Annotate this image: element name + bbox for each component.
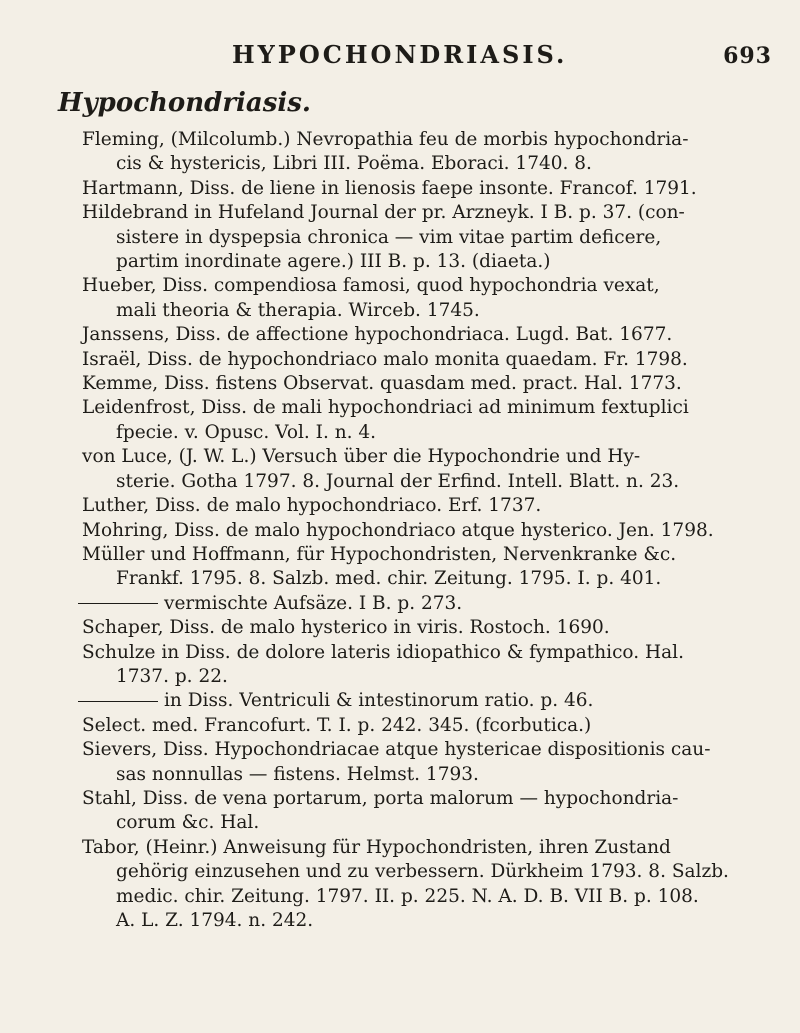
- bibliography-line: cis & hystericis, Libri III. Poëma. Eboraci. 1740. 8.: [116, 153, 592, 175]
- bibliography-list: [0, 128, 800, 933]
- bibliography-line: Janssens, Diss. de affectione hypochondriaca. Lugd. Bat. 1677.: [82, 324, 673, 346]
- bibliography-line: mali theoria & therapia. Wirceb. 1745.: [116, 299, 480, 321]
- bibliography-line: Müller und Hoffmann, für Hypochondristen, Nervenkranke &c.: [82, 543, 677, 565]
- page-number: 693: [723, 43, 772, 69]
- bibliography-line: Luther, Diss. de malo hypochondriaco. Erf. 1737.: [82, 495, 542, 517]
- bibliography-line: sterie. Gotha 1797. 8. Journal der Erfind. Intell. Blatt. n. 23.: [116, 470, 680, 492]
- bibliography-line: Tabor, (Heinr.) Anweisung für Hypochondristen, ihren Zustand: [82, 836, 671, 858]
- bibliography-line: Leidenfrost, Diss. de mali hypochondriaci ad minimum fextuplici: [82, 397, 689, 419]
- bibliography-line: Sievers, Diss. Hypochondriacae atque hystericae dispositionis cau-: [82, 739, 711, 761]
- bibliography-line: Israël, Diss. de hypochondriaco malo monita quaedam. Fr. 1798.: [82, 348, 688, 370]
- bibliography-line: sas nonnullas — fistens. Helmst. 1793.: [116, 763, 479, 785]
- bibliography-line: 1737. p. 22.: [116, 665, 228, 687]
- bibliography-line: von Luce, (J. W. L.) Versuch über die Hypochondrie und Hy-: [82, 446, 641, 468]
- ditto-dash: [78, 701, 158, 702]
- bibliography-line: Hildebrand in Hufeland Journal der pr. Arzneyk. I B. p. 37. (con-: [82, 202, 685, 224]
- bibliography-line: A. L. Z. 1794. n. 242.: [116, 910, 314, 931]
- bibliography-line: Kemme, Diss. fistens Observat. quasdam med. pract. Hal. 1773.: [82, 373, 682, 395]
- bibliography-line: corum &c. Hal.: [116, 812, 260, 834]
- bibliography-line: Stahl, Diss. de vena portarum, porta malorum — hypochondria-: [82, 787, 679, 809]
- bibliography-line: fpecie. v. Opusc. Vol. I. n. 4.: [116, 421, 377, 443]
- bibliography-line: Hartmann, Diss. de liene in lienosis faepe insonte. Francof. 1791.: [82, 177, 697, 199]
- bibliography-line: Schulze in Diss. de dolore lateris idiopathico & fympathico. Hal.: [82, 641, 684, 663]
- bibliography-line: partim inordinate agere.) III B. p. 13. (diaeta.): [116, 251, 551, 273]
- bibliography-line: Select. med. Francofurt. T. I. p. 242. 345. (fcorbutica.): [82, 714, 592, 736]
- section-title: Hypochondriasis.: [58, 88, 311, 118]
- bibliography-line: Mohring, Diss. de malo hypochondriaco atque hysterico. Jen. 1798.: [82, 519, 714, 541]
- bibliography-line: [0, 592, 800, 616]
- line-text: vermischte Aufsäze. I B. p. 273.: [164, 592, 463, 614]
- running-title: HYPOCHONDRIASIS.: [232, 40, 568, 69]
- bibliography-line: [0, 689, 800, 713]
- bibliography-line: Fleming, (Milcolumb.) Nevropathia feu de morbis hypochondria-: [82, 129, 689, 150]
- bibliography-line: gehörig einzusehen und zu verbessern. Dürkheim 1793. 8. Salzb.: [116, 861, 729, 883]
- bibliography-line: Frankf. 1795. 8. Salzb. med. chir. Zeitung. 1795. I. p. 401.: [116, 568, 662, 590]
- line-text: in Diss. Ventriculi & intestinorum ratio. p. 46.: [164, 690, 594, 712]
- bibliography-line: Schaper, Diss. de malo hysterico in viris. Rostoch. 1690.: [82, 617, 610, 639]
- ditto-dash: [78, 603, 158, 604]
- bibliography-line: sistere in dyspepsia chronica — vim vitae partim deficere,: [116, 226, 662, 248]
- running-header: [232, 40, 772, 69]
- bibliography-line: Hueber, Diss. compendiosa famosi, quod hypochondria vexat,: [82, 275, 660, 297]
- bibliography-line: medic. chir. Zeitung. 1797. II. p. 225. N. A. D. B. VII B. p. 108.: [116, 885, 699, 907]
